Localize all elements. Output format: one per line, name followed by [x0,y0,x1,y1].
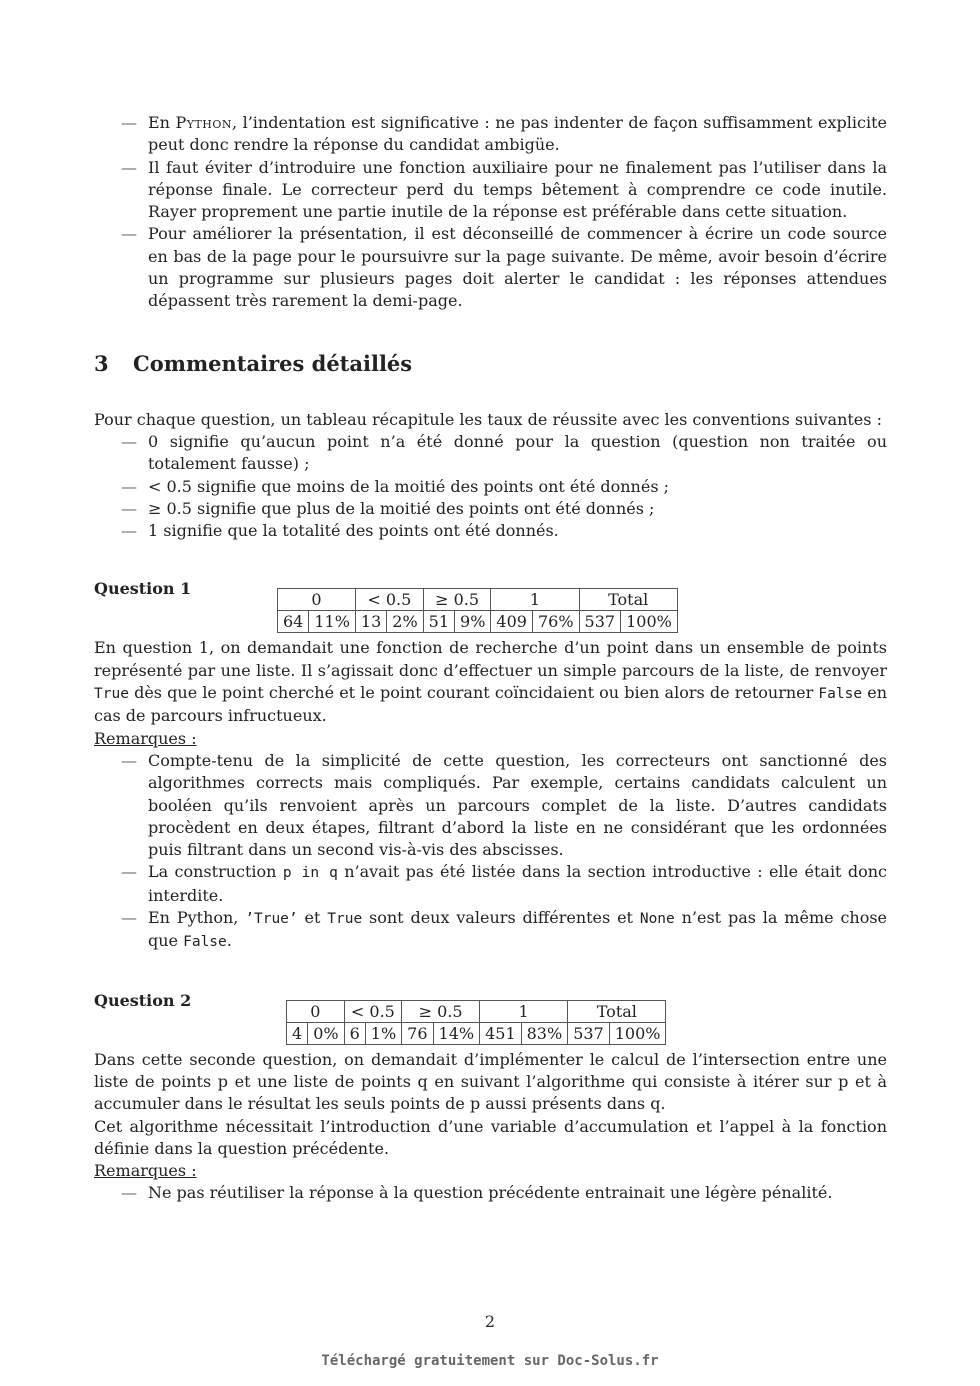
list-item: — ≥ 0.5 signifie que plus de la moitié des points ont été donnés ; [94,498,887,520]
table-cell: 14% [433,1022,480,1044]
list-item: — Compte-tenu de la simplicité de cette question, les correcteurs ont sanctionné des algorithmes corrects mais compliqués. Par exemple, certains candidats calculent un booléen qu’ils renvoient après un parcours complet de la liste. D’autres candidats procèdent en deux étapes, filtrant d’abord la liste en ne considérant que les ordonnées puis filtrant dans un second vis-à-vis des abscisses. [94,750,887,861]
python-name: Python [175,113,233,132]
code-literal: True [327,911,363,928]
table-cell: 1% [365,1022,401,1044]
list-item: — En Python, ’True’ et True sont deux valeurs différentes et None n’est pas la même chose que False. [94,907,887,954]
question-1-title: Question 1 [94,579,192,599]
list-item: — 0 signifie qu’aucun point n’a été donné pour la question (question non traitée ou totalement fausse) ; [94,431,887,476]
table-cell: 451 [480,1022,522,1044]
table-cell: 0% [308,1022,344,1044]
table-header-cell: 1 [491,589,579,611]
list-item: — Il faut éviter d’introduire une fonction auxiliaire pour ne finalement pas l’utiliser dans la réponse finale. Le correcteur perd du temps bêtement à comprendre ce code inutile. Rayer proprement une partie inutile de la réponse est préférable dans cette situation. [94,157,887,224]
table-header-cell: < 0.5 [355,589,423,611]
download-note: Téléchargé gratuitement sur Doc-Solus.fr [321,1353,659,1369]
question-2-remarks [94,1182,887,1204]
table-cell: 51 [423,611,454,633]
question-2-table [286,1000,666,1045]
table-cell: 6 [344,1022,365,1044]
table-header-cell: Total [579,589,677,611]
table-cell: 100% [609,1022,666,1044]
question-2-paragraph: Cet algorithme nécessitait l’introduction d’une variable d’accumulation et l’appel à la fonction définie dans la question précédente. [94,1116,887,1158]
page-content [94,112,887,1205]
question-1-table [277,588,678,633]
table-cell: 64 [278,611,309,633]
table-header-row [278,589,678,611]
code-literal: ’True’ [245,911,298,928]
table-header-cell: < 0.5 [344,1000,402,1022]
conventions-list [94,431,887,542]
list-item: — < 0.5 signifie que moins de la moitié des points ont été donnés ; [94,476,887,498]
table-header-cell: 0 [287,1000,345,1022]
list-item: — La construction p in q n’avait pas été listée dans la section introductive : elle était donc interdite. [94,861,887,907]
remarks-label: Remarques : [94,1161,197,1181]
code-literal: None [639,911,675,928]
table-cell: 2% [387,611,423,633]
table-header-cell: ≥ 0.5 [423,589,491,611]
table-cell: 83% [521,1022,568,1044]
table-cell: 76% [532,611,579,633]
question-2-title: Question 2 [94,990,192,1010]
table-header-cell: 0 [278,589,356,611]
code-literal: True [94,686,129,703]
remarks-label: Remarques : [94,728,197,748]
code-literal: p in q [282,865,338,882]
code-literal: False [818,686,863,703]
table-cell: 9% [455,611,491,633]
list-item: — Pour améliorer la présentation, il est déconseillé de commencer à écrire un code source en bas de la page pour le poursuivre sur la page suivante. De même, avoir besoin d’écrire un programme sur plusieurs pages doit alerter le candidat : les réponses attendues dépassent très rarement la demi-page. [94,223,887,312]
list-item: — 1 signifie que la totalité des points ont été donnés. [94,520,887,542]
table-header-row [287,1000,666,1022]
table-header-cell: ≥ 0.5 [402,1000,480,1022]
table-row [287,1022,666,1044]
section-title: Commentaires détaillés [133,350,413,376]
question-1-paragraph: En question 1, on demandait une fonction de recherche d’un point dans un ensemble de points représenté par une liste. Il s’agissait donc d’effectuer un simple parcours de la liste, de renvoyer True dès que le point cherché et le point courant coïncidaient ou bien alors de retourner False en cas de parcours infructueux. [94,638,888,726]
table-header-cell: Total [568,1000,666,1022]
question-2-paragraph: Dans cette seconde question, on demandait d’implémenter le calcul de l’intersection entre une liste de points p et une liste de points q en suivant l’algorithme qui consiste à itérer sur p et à accumuler dans le résultat les seuls points de p aussi présents dans q. [94,1049,887,1114]
table-header-cell: 1 [480,1000,568,1022]
table-row [278,611,678,633]
table-cell: 537 [568,1022,610,1044]
section-intro: Pour chaque question, un tableau récapitule les taux de réussite avec les conventions suivantes : [94,409,882,429]
question-1-remarks [94,750,887,954]
list-item: — Ne pas réutiliser la réponse à la question précédente entrainait une légère pénalité. [94,1182,887,1204]
list-item: — En Python, l’indentation est significative : ne pas indenter de façon suffisamment explicite peut donc rendre la réponse du candidat ambigüe. [94,112,887,157]
table-cell: 11% [309,611,356,633]
page-number: 2 [484,1312,496,1331]
table-cell: 4 [287,1022,308,1044]
section-number: 3 [94,350,109,376]
code-literal: False [183,934,227,951]
table-cell: 537 [579,611,621,633]
table-cell: 76 [402,1022,433,1044]
section-heading [94,351,887,377]
intro-list [94,112,887,313]
table-cell: 100% [621,611,678,633]
table-cell: 13 [355,611,386,633]
table-cell: 409 [491,611,533,633]
